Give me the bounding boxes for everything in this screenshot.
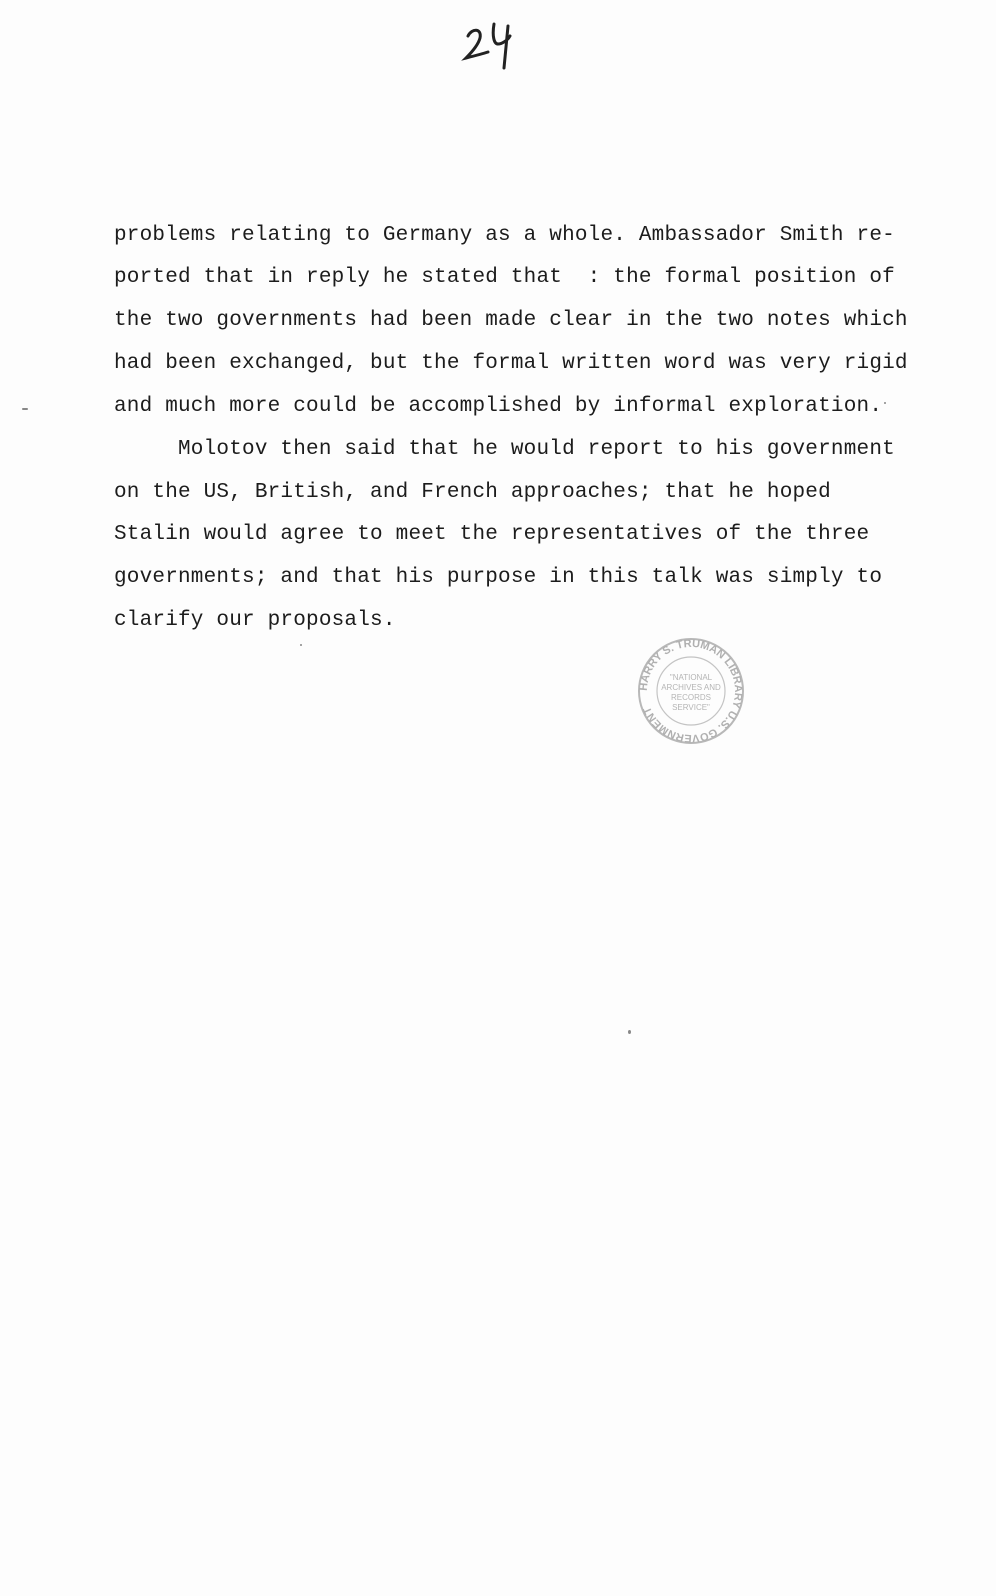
archives-stamp: [636, 636, 746, 746]
text-line-1: problems relating to Germany as a whole. Ambassador Smith re-: [114, 224, 895, 247]
handwritten-page-mark: [458, 14, 528, 74]
text-line-9: governments; and that his purpose in this talk was simply to: [114, 566, 883, 589]
paper-speck: [628, 1030, 631, 1034]
stamp-ring-text: HARRY S. TRUMAN LIBRARY U.S. GOVERNMENT: [637, 637, 745, 745]
paper-speck: [300, 644, 302, 646]
text-line-3: the two governments had been made clear in the two notes which: [114, 309, 908, 332]
stamp-center-line-4: SERVICE": [672, 703, 710, 712]
stamp-center-line-3: RECORDS: [670, 693, 712, 702]
text-line-5: and much more could be accomplished by informal exploration.: [114, 395, 883, 418]
text-line-8: Stalin would agree to meet the representatives of the three: [114, 523, 870, 546]
text-line-7: on the US, British, and French approaches; that he hoped: [114, 481, 831, 504]
text-line-6: Molotov then said that he would report to his government: [114, 438, 895, 461]
text-line-2: ported that in reply he stated that : the formal position of: [114, 266, 895, 289]
text-line-4: had been exchanged, but the formal written word was very rigid: [114, 352, 908, 375]
paper-speck: [22, 408, 28, 410]
paper-speck: [884, 402, 886, 404]
text-line-10: clarify our proposals.: [114, 609, 396, 632]
stamp-center-line-2: ARCHIVES AND: [661, 683, 721, 692]
stamp-center-line-1: "NATIONAL: [669, 673, 713, 682]
